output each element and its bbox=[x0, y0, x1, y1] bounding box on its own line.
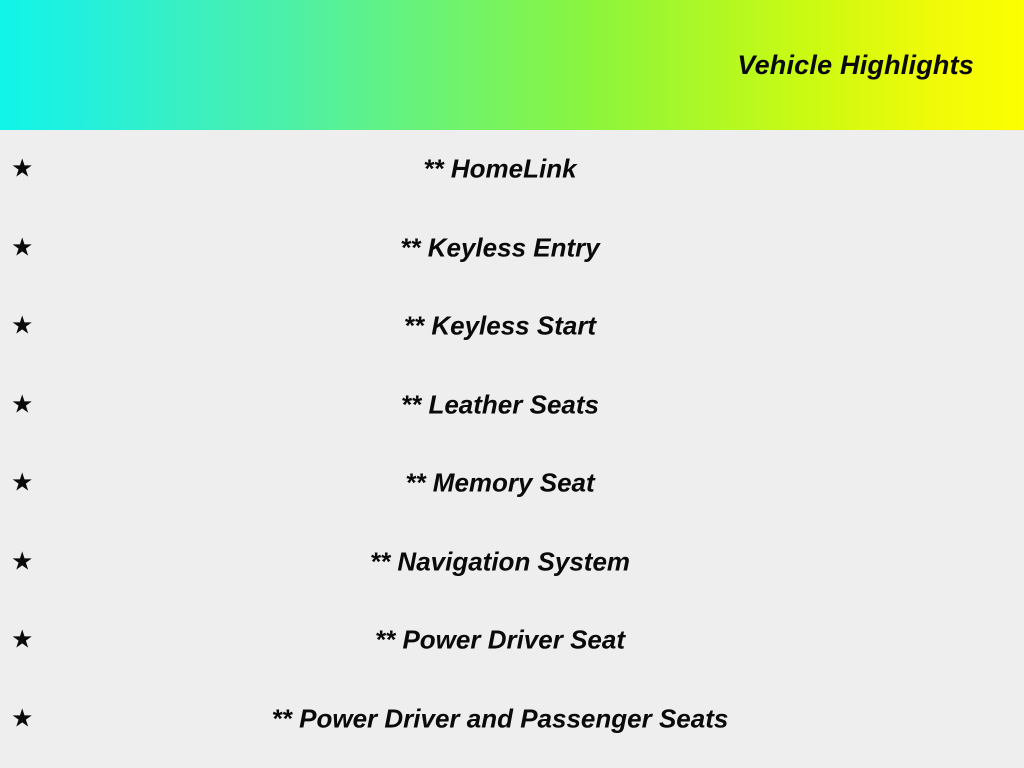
feature-label: ** Power Driver and Passenger Seats bbox=[271, 703, 729, 734]
star-icon: ★ bbox=[11, 154, 34, 183]
feature-label: ** Leather Seats bbox=[401, 389, 599, 420]
feature-label: ** Power Driver Seat bbox=[374, 624, 625, 655]
header-gradient-band bbox=[0, 0, 1024, 130]
star-icon: ★ bbox=[11, 547, 34, 576]
feature-label: ** Memory Seat bbox=[405, 467, 595, 498]
star-icon: ★ bbox=[11, 233, 34, 262]
list-item bbox=[0, 601, 1024, 680]
star-icon: ★ bbox=[11, 468, 34, 497]
star-icon: ★ bbox=[11, 311, 34, 340]
list-item bbox=[0, 680, 1024, 759]
star-icon: ★ bbox=[11, 390, 34, 419]
list-item bbox=[0, 130, 1024, 209]
page-title: Vehicle Highlights bbox=[737, 50, 974, 80]
list-item bbox=[0, 287, 1024, 366]
feature-label: ** Keyless Entry bbox=[400, 232, 600, 263]
star-icon: ★ bbox=[11, 704, 34, 733]
feature-label: ** Navigation System bbox=[369, 546, 631, 577]
list-item bbox=[0, 366, 1024, 445]
feature-label: ** Keyless Start bbox=[403, 310, 597, 341]
vehicle-features-list bbox=[0, 130, 1024, 758]
list-item bbox=[0, 444, 1024, 523]
feature-label: ** HomeLink bbox=[423, 153, 577, 184]
list-item bbox=[0, 523, 1024, 602]
list-item bbox=[0, 209, 1024, 288]
star-icon: ★ bbox=[11, 625, 34, 654]
